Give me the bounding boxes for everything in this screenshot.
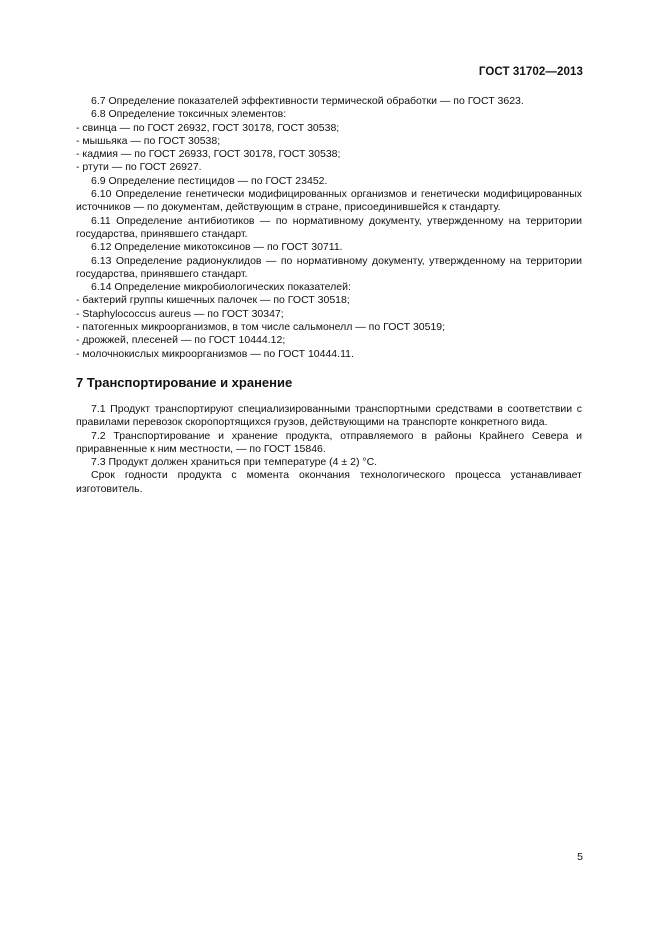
- section-title: 7 Транспортирование и хранение: [76, 374, 293, 390]
- list-item: - патогенных микроорганизмов, в том числе сальмонелл — по ГОСТ 30519;: [76, 321, 446, 334]
- paragraph: Срок годности продукта с момента окончания технологического процесса устанавливает изготовитель.: [76, 469, 582, 495]
- list-item: - кадмия — по ГОСТ 26933, ГОСТ 30178, ГОСТ 30538;: [76, 148, 341, 161]
- paragraph: 7.3 Продукт должен храниться при температуре (4 ± 2) °С.: [91, 456, 378, 469]
- section-6-list: [76, 95, 582, 361]
- list-item: - ртути — по ГОСТ 26927.: [76, 161, 202, 174]
- document-body: [76, 95, 582, 496]
- paragraph: 6.13 Определение радионуклидов — по нормативному документу, утвержденному на территории государства, принявшего стандарт.: [76, 254, 582, 280]
- paragraph: 6.10 Определение генетически модифицированных организмов и генетически модифицированных источников — по документам, действующим в стране, присоединившейся к стандарту.: [76, 188, 582, 214]
- list-item: - молочнокислых микроорганизмов — по ГОСТ 10444.11.: [76, 347, 354, 360]
- page-number: 5: [577, 851, 583, 863]
- paragraph: 6.11 Определение антибиотиков — по нормативному документу, утвержденному на территории государства, принявшего стандарт.: [76, 214, 582, 240]
- document-code: ГОСТ 31702—2013: [478, 66, 583, 78]
- paragraph: 7.2 Транспортирование и хранение продукта, отправляемого в районы Крайнего Севера и приравненные к ним местности, — по ГОСТ 15846.: [76, 429, 582, 455]
- section-7-body: [76, 403, 582, 496]
- list-item: - мышьяка — по ГОСТ 30538;: [76, 134, 221, 147]
- list-item: - Staphylococcus aureus — по ГОСТ 30347;: [76, 307, 284, 320]
- list-item: - дрожжей, плесеней — по ГОСТ 10444.12;: [76, 334, 286, 347]
- paragraph: 6.9 Определение пестицидов — по ГОСТ 23452.: [91, 174, 328, 187]
- list-item: - бактерий группы кишечных палочек — по ГОСТ 30518;: [76, 294, 350, 307]
- paragraph: 6.12 Определение микотоксинов — по ГОСТ 30711.: [91, 241, 343, 254]
- paragraph: 6.7 Определение показателей эффективности термической обработки — по ГОСТ 3623.: [91, 95, 524, 107]
- list-item: - свинца — по ГОСТ 26932, ГОСТ 30178, ГОСТ 30538;: [76, 121, 340, 134]
- paragraph: 6.8 Определение токсичных элементов:: [91, 108, 287, 121]
- paragraph: 7.1 Продукт транспортируют специализированными транспортными средствами в соответствии с правилами перевозок скоропортящихся грузов, действующими на транспорте конкретного вида.: [76, 402, 582, 429]
- paragraph: 6.14 Определение микробиологических показателей:: [91, 281, 351, 294]
